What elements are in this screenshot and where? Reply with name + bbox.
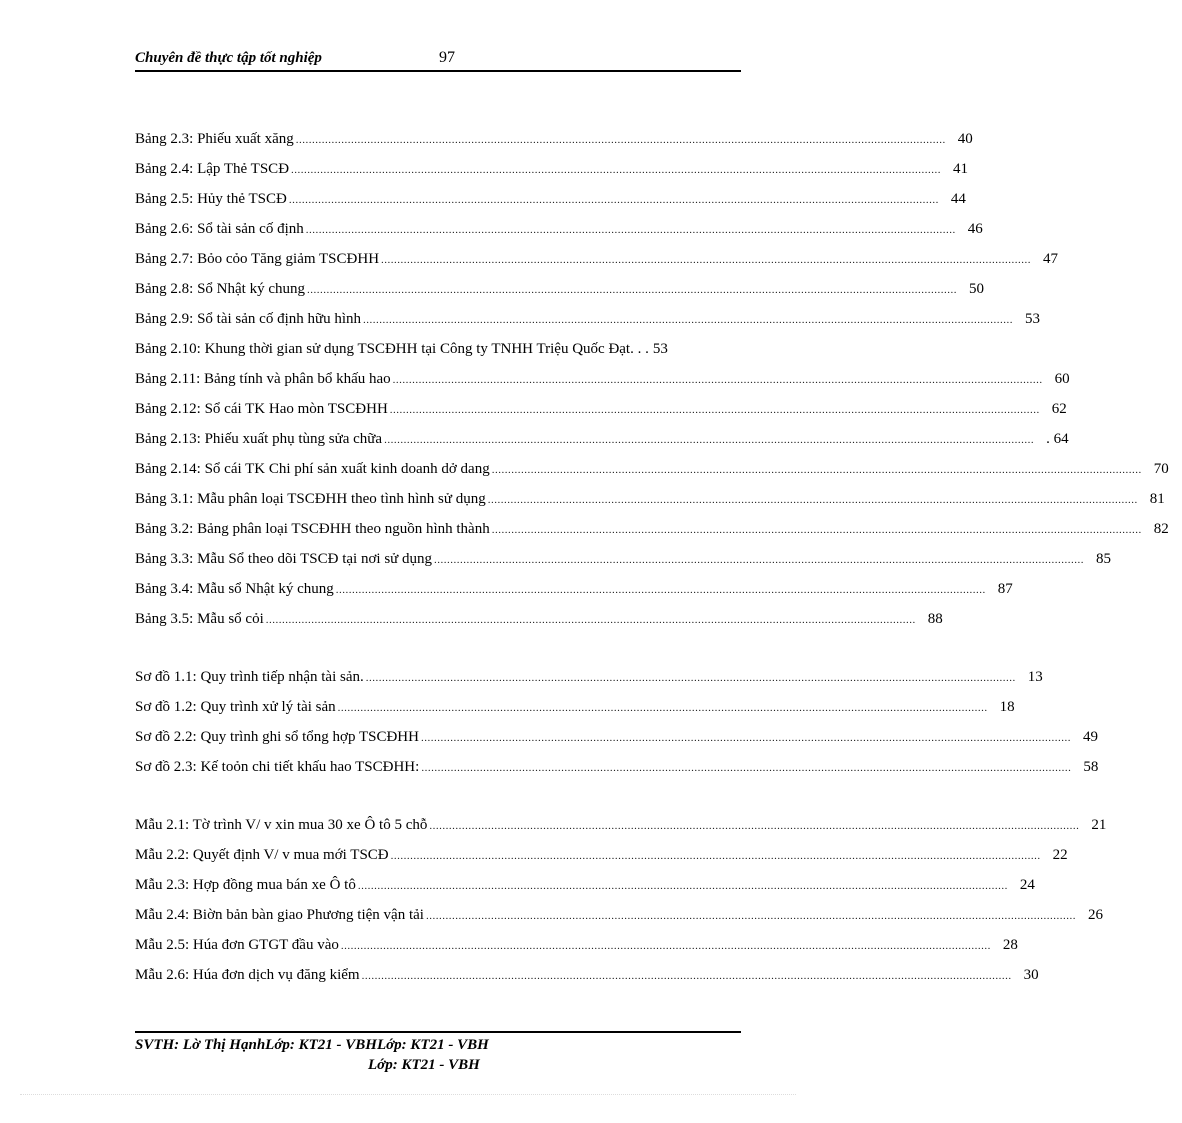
toc-entry-page: 50 [969,281,984,297]
dot-leader: ........................................................................................................................................................................................................ [392,374,1043,386]
dot-leader: ........................................................................................................................................................................................................ [491,524,1142,536]
toc-entry-label: Bảng 3.2: Bảng phân loại TSCĐHH theo nguồn hình thành [135,521,490,537]
toc-entry-page: 70 [1153,461,1169,477]
toc-entry-label: Bảng 2.11: Bảng tính và phân bổ khấu hao [135,371,391,387]
toc-entry-page: . 64 [1046,431,1069,447]
table-of-contents [135,131,1169,997]
toc-entry-page: 62 [1051,401,1067,417]
toc-entry [135,311,1041,341]
dot-leader: ........................................................................................................................................................................................................ [357,880,1008,892]
toc-entry [135,131,973,161]
toc-entry-page: 41 [953,161,969,177]
toc-entry-page: 26 [1087,907,1103,923]
toc-entry [135,191,966,221]
toc-entry-page: 88 [927,611,943,627]
toc-entry-page: 53 [1025,311,1041,327]
toc-entry-page: 87 [997,581,1013,597]
toc-entry-label: Bảng 2.8: Sổ Nhật ký chung [135,281,305,297]
toc-entry-label: Mẫu 2.5: Húa đơn GTGT đầu vào [135,937,339,953]
toc-entry-label: Mẫu 2.6: Húa đơn dịch vụ đăng kiểm [135,967,360,983]
toc-entry [135,551,1112,581]
header-title: Chuyên đề thực tập tốt nghiệp [135,50,322,66]
toc-entry [135,401,1067,431]
dot-leader: ........................................................................................................................................................................................................ [491,464,1142,476]
toc-entry-label: Bảng 2.13: Phiếu xuất phụ tùng sửa chữa [135,431,383,447]
diagrams-list [135,669,1099,789]
footer-class-line: Lớp: KT21 - VBH [368,1057,480,1073]
toc-entry-page: 49 [1082,729,1098,745]
dot-leader: ........................................................................................................................................................................................................ [295,134,946,146]
toc-entry [135,371,1070,401]
toc-entry-label: Bảng 3.4: Mẫu sổ Nhật ký chung [135,581,334,597]
toc-entry-page: 58 [1083,759,1099,775]
dot-leader: ........................................................................................................................................................................................................ [337,702,988,714]
toc-entry-page: 81 [1149,491,1165,507]
toc-entry-label: Bảng 2.7: Bỏo cỏo Tăng giảm TSCĐHH [135,251,380,267]
toc-entry [135,341,741,371]
toc-entry-label: Bảng 2.9: Sổ tài sản cố định hữu hình [135,311,362,327]
footer-rule [135,1031,741,1033]
toc-entry [135,877,1035,907]
toc-entry-label: Mẫu 2.4: Biờn bản bàn giao Phương tiện vận tải [135,907,424,923]
dot-leader: ........................................................................................................................................................................................................ [291,164,942,176]
section-gap [135,789,741,817]
toc-entry-label: Mẫu 2.2: Quyết định V/ v mua mới TSCĐ [135,847,389,863]
toc-entry [135,431,1069,461]
toc-entry-label: Bảng 2.6: Sổ tài sản cố định [135,221,304,237]
toc-entry [135,611,943,641]
toc-entry [135,521,1169,551]
toc-entry [135,251,1059,281]
toc-entry-label: Sơ đồ 1.1: Quy trình tiếp nhận tài sản. [135,669,364,685]
page-header [135,46,741,72]
toc-entry-page: 46 [967,221,983,237]
dot-leader: ........................................................................................................................................................................................................ [381,254,1032,266]
toc-entry [135,461,1169,491]
toc-entry-page: 44 [950,191,966,207]
dot-leader: ........................................................................................................................................................................................................ [420,732,1071,744]
dot-leader: ........................................................................................................................................................................................................ [434,554,1085,566]
toc-entry [135,281,984,311]
toc-entry [135,967,1039,997]
toc-entry [135,669,1043,699]
page-bottom-border [20,1094,796,1095]
toc-entry-page: 13 [1027,669,1043,685]
toc-entry [135,221,983,251]
toc-entry [135,907,1103,937]
toc-entry-label: Bảng 3.3: Mẫu Sổ theo dõi TSCĐ tại nơi sử dụng [135,551,433,567]
dot-leader: ........................................................................................................................................................................................................ [487,494,1138,506]
toc-entry-label: Sơ đồ 1.2: Quy trình xử lý tài sản [135,699,336,715]
tables-list [135,131,1169,641]
dot-leader: ........................................................................................................................................................................................................ [365,672,1016,684]
dot-leader: ........................................................................................................................................................................................................ [429,820,1080,832]
toc-entry-label: Mẫu 2.3: Hợp đồng mua bán xe Ô tô [135,877,356,893]
dot-leader: ........................................................................................................................................................................................................ [389,404,1040,416]
toc-entry-page: 21 [1091,817,1107,833]
toc-entry-label: Sơ đồ 2.3: Kế toỏn chi tiết khấu hao TSCĐHH: [135,759,420,775]
section-gap [135,641,741,669]
dot-leader: ........................................................................................................................................................................................................ [425,910,1076,922]
toc-entry [135,699,1015,729]
footer-student-line: SVTH: Lờ Thị HạnhLớp: KT21 - VBHLớp: KT21 - VBH [135,1037,489,1053]
dot-leader: ........................................................................................................................................................................................................ [288,194,939,206]
toc-entry-page: 82 [1153,521,1169,537]
dot-leader: ........................................................................................................................................................................................................ [384,434,1035,446]
dot-leader: ........................................................................................................................................................................................................ [363,314,1014,326]
dot-leader: ........................................................................................................................................................................................................ [307,284,957,296]
dot-leader: ........................................................................................................................................................................................................ [421,762,1072,774]
dot-leader: ........................................................................................................................................................................................................ [361,970,1012,982]
dot-leader: ........................................................................................................................................................................................................ [335,584,986,596]
toc-entry-label: Bảng 2.4: Lập Thẻ TSCĐ [135,161,290,177]
toc-entry-label: Bảng 2.3: Phiếu xuất xăng [135,131,294,147]
toc-entry [135,847,1068,877]
dot-leader: ........................................................................................................................................................................................................ [340,940,991,952]
page-number: 97 [439,49,455,66]
toc-entry-label: Bảng 2.5: Hủy thẻ TSCĐ [135,191,287,207]
toc-entry [135,759,1099,789]
toc-entry-label: Bảng 2.12: Sổ cái TK Hao mòn TSCĐHH [135,401,388,417]
dot-leader: ........................................................................................................................................................................................................ [305,224,956,236]
toc-entry-label: Bảng 3.1: Mẫu phân loại TSCĐHH theo tình hình sử dụng [135,491,486,507]
toc-entry-page: 40 [957,131,973,147]
dot-leader: ........................................................................................................................................................................................................ [390,850,1041,862]
toc-entry-label: Sơ đồ 2.2: Quy trình ghi sổ tổng hợp TSCĐHH [135,729,419,745]
forms-list [135,817,1107,997]
toc-entry-page: 24 [1019,877,1035,893]
dot-leader: ........................................................................................................................................................................................................ [265,614,916,626]
toc-entry-label: Bảng 2.10: Khung thời gian sử dụng TSCĐHH tại Công ty TNHH Triệu Quốc Đạt. . . [135,341,649,357]
toc-entry [135,161,969,191]
toc-entry-page: 28 [1002,937,1018,953]
toc-entry-page: 85 [1096,551,1112,567]
toc-entry-page: 47 [1043,251,1059,267]
toc-entry-page: 22 [1052,847,1068,863]
toc-entry-page: 18 [999,699,1015,715]
toc-entry [135,729,1098,759]
toc-entry-page: 30 [1023,967,1039,983]
toc-entry-page: 53 [652,341,668,357]
toc-entry [135,491,1165,521]
toc-entry [135,937,1018,967]
toc-entry-label: Mẫu 2.1: Tờ trình V/ v xin mua 30 xe Ô tô 5 chỗ [135,817,428,833]
toc-entry [135,581,1013,611]
toc-entry-page: 60 [1054,371,1070,387]
toc-entry [135,817,1107,847]
toc-entry-label: Bảng 3.5: Mẫu sổ cỏi [135,611,264,627]
toc-entry-label: Bảng 2.14: Sổ cái TK Chi phí sản xuất kinh doanh dở dang [135,461,490,477]
